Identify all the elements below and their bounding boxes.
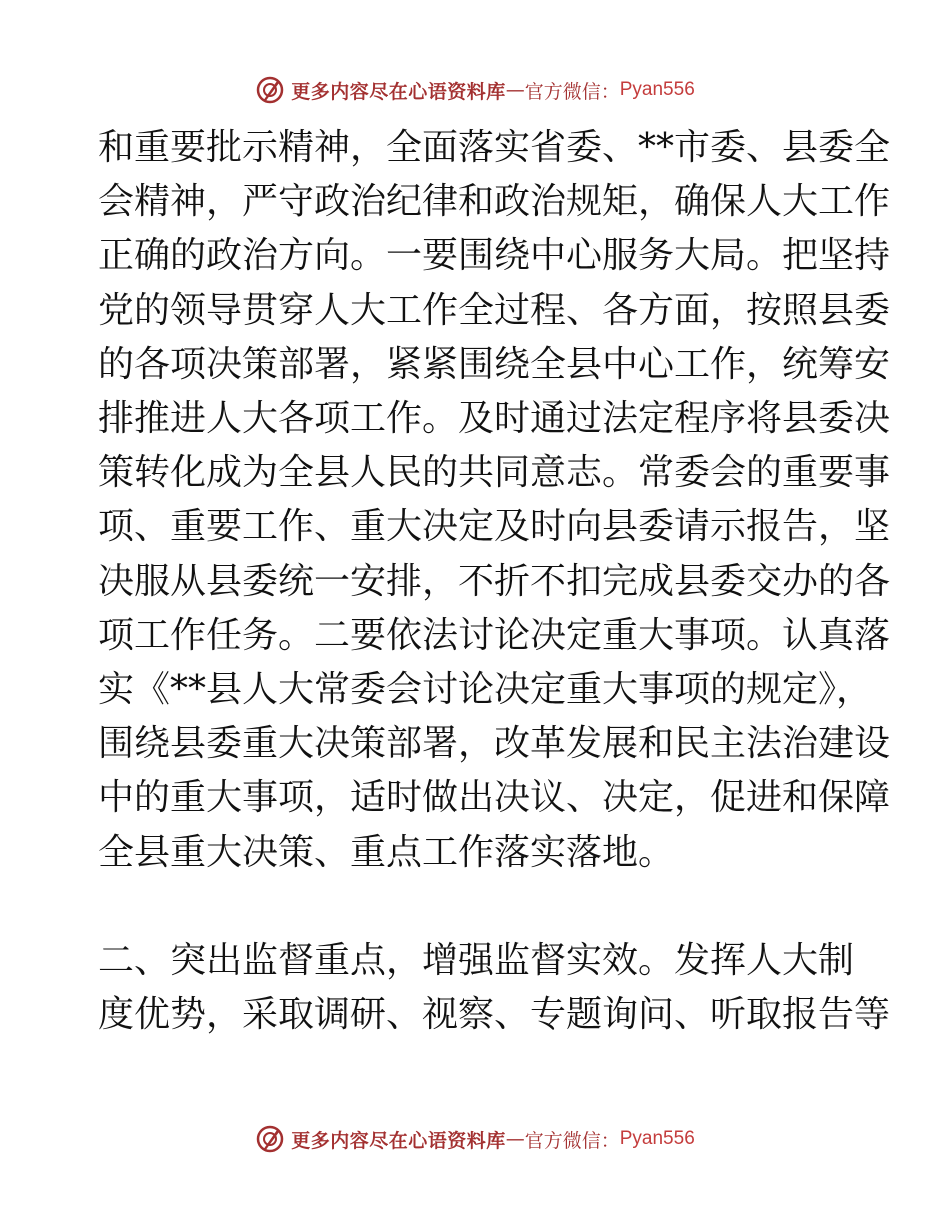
text-line: 项工作任务。二要依法讨论决定重大事项。认真落: [98, 614, 891, 656]
quill-logo-icon: [255, 1124, 285, 1154]
footer-watermark: [0, 1119, 950, 1159]
text-line: 围绕县委重大决策部署，改革发展和民主法治建设: [98, 723, 891, 765]
text-line: 会精神，严守政治纪律和政治规矩，确保人大工作: [98, 181, 891, 223]
text-line: 决服从县委统一安排，不折不扣完成县委交办的各: [98, 560, 891, 602]
text-line: 排推进人大各项工作。及时通过法定程序将县委决: [98, 398, 891, 440]
watermark-separator: —: [505, 1128, 525, 1150]
watermark-wechat-label: 官方微信：: [524, 1129, 620, 1152]
text-line: 党的领导贯穿人大工作全过程、各方面，按照县委: [98, 289, 891, 331]
header-watermark: [0, 70, 950, 110]
paragraph-1: [98, 121, 891, 880]
text-line: 全县重大决策、重点工作落实落地。: [98, 831, 675, 873]
text-line: 度优势，采取调研、视察、专题询问、听取报告等: [98, 994, 891, 1036]
text-line: 中的重大事项，适时做出决议、决定，促进和保障: [98, 777, 891, 819]
watermark-separator: —: [505, 79, 525, 101]
text-line: 的各项决策部署，紧紧围绕全县中心工作，统筹安: [98, 343, 891, 385]
watermark-main-text: 更多内容尽在心语资料库: [291, 80, 506, 103]
paragraph-2: [98, 934, 891, 1042]
text-line: 实《**县人大常委会讨论决定重大事项的规定》，: [98, 669, 873, 711]
watermark-main-text: 更多内容尽在心语资料库: [291, 1129, 506, 1152]
text-line: 策转化成为全县人民的共同意志。常委会的重要事: [98, 452, 891, 494]
quill-logo-icon: [255, 75, 285, 105]
text-line: 项、重要工作、重大决定及时向县委请示报告，坚: [98, 506, 891, 548]
text-line: 正确的政治方向。一要围绕中心服务大局。把坚持: [98, 235, 891, 277]
watermark-wechat-id: Pyan556: [619, 79, 695, 100]
watermark-wechat-label: 官方微信：: [524, 80, 620, 103]
watermark-wechat-id: Pyan556: [619, 1128, 695, 1149]
text-line: 二、突出监督重点，增强监督实效。发挥人大制: [98, 939, 855, 981]
text-line: 和重要批示精神，全面落实省委、**市委、县委全: [98, 127, 891, 168]
document-body: [98, 121, 891, 1042]
